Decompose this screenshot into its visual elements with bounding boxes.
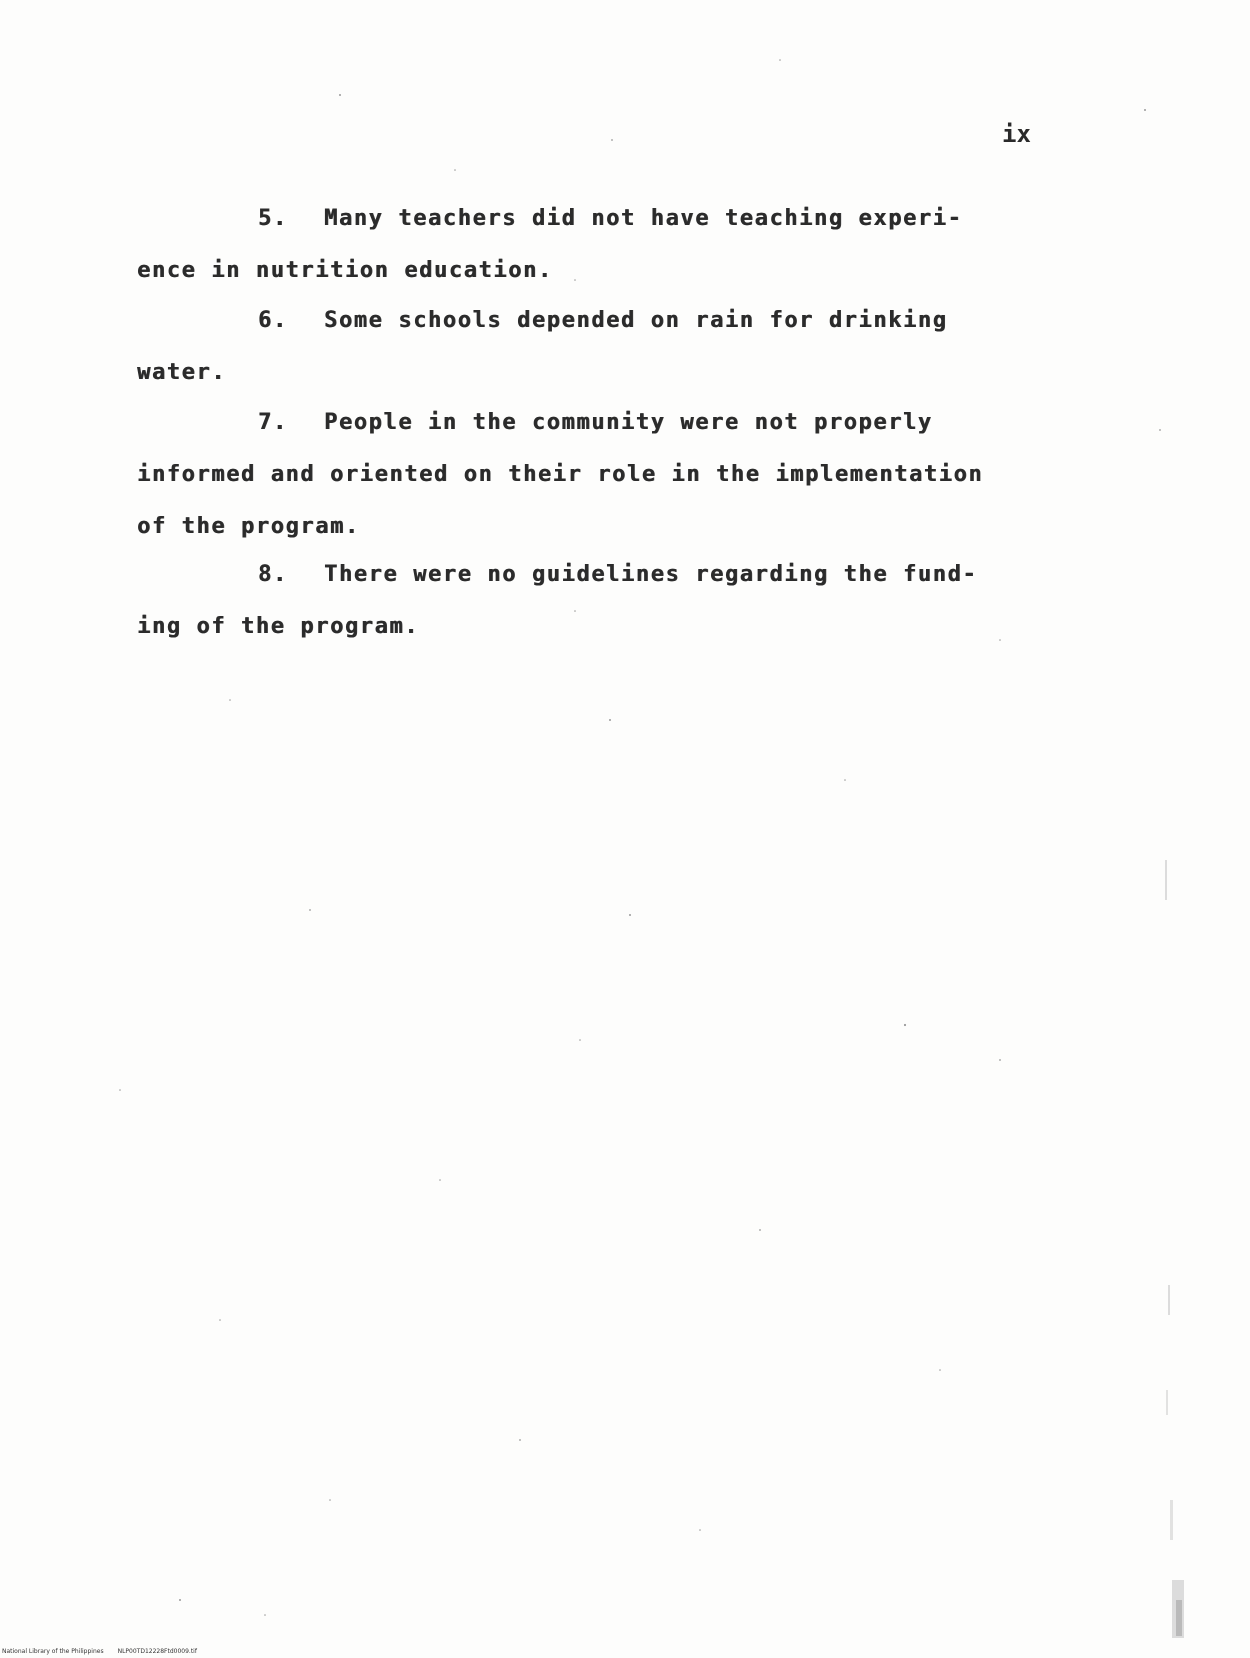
item-8-continuation: ing of the program.: [137, 614, 420, 639]
footer-library: National Library of the Philippines: [2, 1648, 104, 1655]
item-text: There were no guidelines regarding the fund-: [324, 562, 978, 587]
item-number: 6.: [258, 308, 288, 333]
item-7-first-line: [258, 410, 933, 435]
item-5-first-line: [258, 206, 962, 231]
item-7-continuation: of the program.: [137, 514, 360, 539]
item-text: People in the community were not properly: [324, 410, 933, 435]
item-6-first-line: [258, 308, 948, 333]
item-6-continuation: water.: [137, 360, 227, 385]
scan-footer: [2, 1648, 211, 1655]
page-number: ix: [1002, 120, 1031, 148]
item-text: Many teachers did not have teaching experi-: [324, 206, 963, 231]
footer-filename: NLP00TD12228Ftd0009.tif: [117, 1648, 197, 1655]
item-8-first-line: [258, 562, 977, 587]
item-number: 8.: [258, 562, 288, 587]
item-text: Some schools depended on rain for drinking: [324, 308, 948, 333]
item-number: 5.: [258, 206, 288, 231]
item-number: 7.: [258, 410, 288, 435]
item-7-continuation: informed and oriented on their role in the implementation: [137, 462, 984, 487]
item-5-continuation: ence in nutrition education.: [137, 258, 553, 283]
